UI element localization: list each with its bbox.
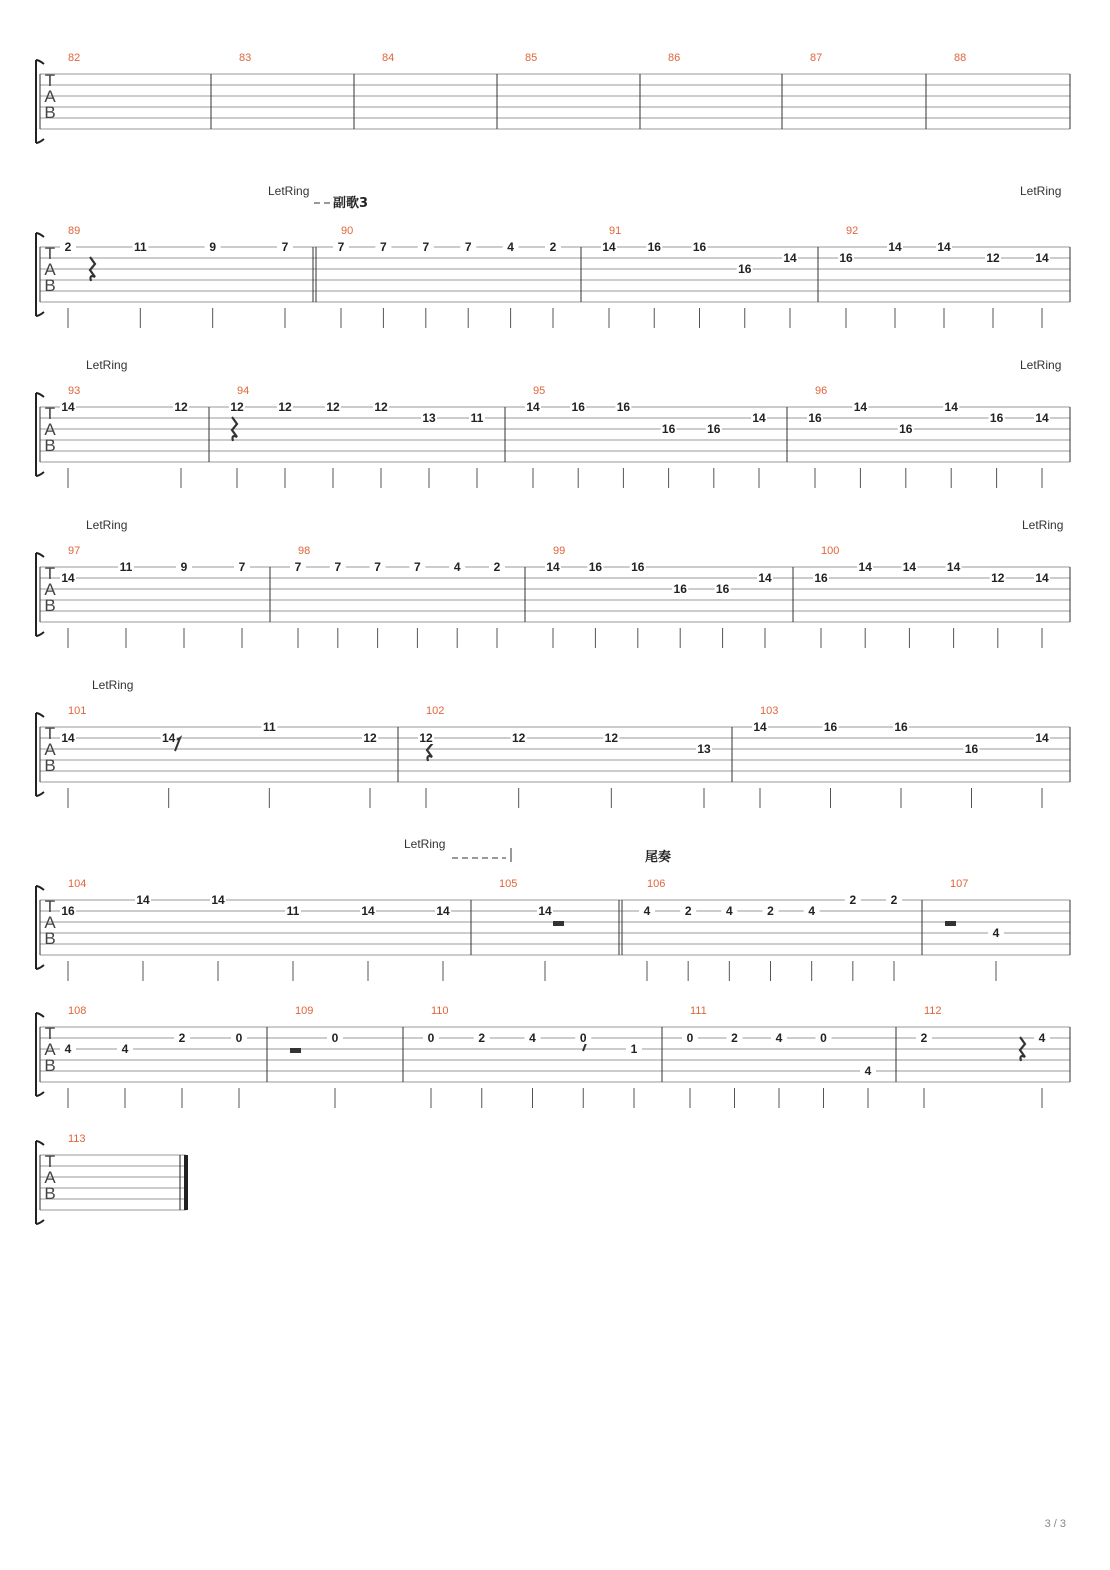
fret-number: 14 bbox=[436, 904, 450, 918]
fret-number: 2 bbox=[890, 893, 898, 907]
fret-number: 4 bbox=[775, 1031, 783, 1045]
fret-number: 16 bbox=[715, 582, 730, 596]
fret-number: 11 bbox=[119, 560, 133, 574]
fret-number: 9 bbox=[209, 240, 217, 254]
tab-clef-letter: T bbox=[44, 897, 56, 916]
measure-number: 106 bbox=[647, 878, 666, 890]
fret-number: 14 bbox=[858, 560, 872, 574]
fret-number: 14 bbox=[136, 893, 150, 907]
fret-number: 16 bbox=[631, 560, 645, 574]
fret-number: 16 bbox=[692, 240, 707, 254]
fret-number: 16 bbox=[839, 251, 853, 265]
fret-number: 7 bbox=[281, 240, 289, 254]
page-number: 3 / 3 bbox=[1044, 1518, 1066, 1530]
fret-number: 16 bbox=[647, 240, 661, 254]
fret-number: 12 bbox=[604, 731, 619, 745]
fret-number: 14 bbox=[752, 411, 766, 425]
fret-number: 16 bbox=[707, 422, 721, 436]
fret-number: 16 bbox=[899, 422, 913, 436]
half-rest bbox=[553, 921, 564, 926]
tab-clef-letter: B bbox=[44, 596, 56, 615]
measure-number: 87 bbox=[810, 52, 823, 64]
measure-number: 86 bbox=[668, 52, 681, 64]
fret-number: 14 bbox=[944, 400, 958, 414]
fret-number: 7 bbox=[238, 560, 246, 574]
let-ring-label: LetRing bbox=[1020, 184, 1062, 198]
fret-number: 14 bbox=[758, 571, 772, 585]
fret-number: 2 bbox=[684, 904, 692, 918]
fret-number: 14 bbox=[161, 731, 176, 745]
fret-number: 12 bbox=[991, 571, 1005, 585]
fret-number: 11 bbox=[262, 720, 276, 734]
tab-clef-letter: A bbox=[44, 420, 56, 439]
fret-number: 16 bbox=[738, 262, 752, 276]
measure-number: 92 bbox=[846, 225, 859, 237]
measure-number: 105 bbox=[499, 878, 518, 890]
fret-number: 9 bbox=[180, 560, 188, 574]
fret-number: 11 bbox=[133, 240, 147, 254]
fret-number: 7 bbox=[414, 560, 421, 574]
fret-number: 16 bbox=[964, 742, 979, 756]
fret-number: 2 bbox=[178, 1031, 186, 1045]
tab-clef-letter: B bbox=[44, 929, 56, 948]
let-ring-label: LetRing bbox=[268, 184, 310, 198]
tab-clef-letter: A bbox=[44, 1168, 56, 1187]
tab-clef-letter: B bbox=[44, 1056, 56, 1075]
measure-number: 112 bbox=[924, 1005, 942, 1017]
fret-number: 7 bbox=[464, 240, 472, 254]
fret-number: 4 bbox=[121, 1042, 129, 1056]
measure-number: 89 bbox=[68, 225, 81, 237]
fret-number: 7 bbox=[337, 240, 345, 254]
tab-clef-letter: T bbox=[44, 404, 56, 423]
fret-number: 7 bbox=[422, 240, 430, 254]
fret-number: 7 bbox=[294, 560, 302, 574]
fret-number: 4 bbox=[643, 904, 651, 918]
fret-number: 4 bbox=[529, 1031, 536, 1045]
section-label: 副歌3 bbox=[333, 196, 369, 211]
fret-number: 14 bbox=[946, 560, 961, 574]
fret-number: 4 bbox=[1038, 1031, 1046, 1045]
half-rest bbox=[945, 921, 956, 926]
fret-number: 16 bbox=[673, 582, 687, 596]
fret-number: 16 bbox=[571, 400, 585, 414]
fret-number: 12 bbox=[278, 400, 292, 414]
measure-number: 98 bbox=[298, 545, 311, 557]
tab-clef-letter: T bbox=[44, 724, 56, 743]
fret-number: 4 bbox=[453, 560, 461, 574]
tab-clef-letter: B bbox=[44, 436, 56, 455]
fret-number: 4 bbox=[808, 904, 816, 918]
measure-number: 90 bbox=[341, 225, 354, 237]
fret-number: 2 bbox=[731, 1031, 738, 1045]
fret-number: 12 bbox=[986, 251, 1000, 265]
tab-clef-letter: B bbox=[44, 1184, 56, 1203]
fret-number: 0 bbox=[235, 1031, 243, 1045]
fret-number: 14 bbox=[61, 400, 75, 414]
fret-number: 14 bbox=[546, 560, 560, 574]
measure-number: 84 bbox=[382, 52, 395, 64]
fret-number: 12 bbox=[374, 400, 388, 414]
tab-clef-letter: T bbox=[44, 1024, 56, 1043]
fret-number: 14 bbox=[1035, 731, 1049, 745]
fret-number: 14 bbox=[602, 240, 616, 254]
measure-number: 102 bbox=[426, 705, 445, 717]
fret-number: 0 bbox=[427, 1031, 435, 1045]
measure-number: 113 bbox=[68, 1133, 86, 1145]
measure-number: 100 bbox=[821, 545, 840, 557]
fret-number: 16 bbox=[823, 720, 838, 734]
tab-clef-letter: B bbox=[44, 103, 56, 122]
measure-number: 83 bbox=[239, 52, 252, 64]
fret-number: 14 bbox=[902, 560, 917, 574]
fret-number: 12 bbox=[511, 731, 526, 745]
fret-number: 4 bbox=[864, 1064, 872, 1078]
measure-number: 82 bbox=[68, 52, 81, 64]
measure-number: 104 bbox=[68, 878, 87, 890]
fret-number: 14 bbox=[61, 571, 75, 585]
fret-number: 12 bbox=[174, 400, 188, 414]
measure-number: 108 bbox=[68, 1005, 87, 1017]
fret-number: 16 bbox=[814, 571, 828, 585]
fret-number: 2 bbox=[478, 1031, 486, 1045]
fret-number: 0 bbox=[820, 1031, 827, 1045]
let-ring-label: LetRing bbox=[1022, 518, 1064, 532]
half-rest bbox=[290, 1048, 301, 1053]
fret-number: 14 bbox=[888, 240, 902, 254]
fret-number: 14 bbox=[538, 904, 552, 918]
fret-number: 7 bbox=[374, 560, 381, 574]
fret-number: 12 bbox=[326, 400, 340, 414]
let-ring-label: LetRing bbox=[86, 518, 128, 532]
tab-clef-letter: A bbox=[44, 740, 56, 759]
tab-clef-letter: T bbox=[44, 1152, 56, 1171]
fret-number: 7 bbox=[380, 240, 387, 254]
fret-number: 16 bbox=[661, 422, 676, 436]
fret-number: 16 bbox=[894, 720, 908, 734]
tab-clef-letter: T bbox=[44, 564, 56, 583]
measure-number: 111 bbox=[690, 1005, 707, 1017]
fret-number: 4 bbox=[64, 1042, 72, 1056]
fret-number: 14 bbox=[753, 720, 767, 734]
fret-number: 11 bbox=[286, 904, 300, 918]
measure-number: 101 bbox=[68, 705, 87, 717]
fret-number: 0 bbox=[579, 1031, 587, 1045]
fret-number: 16 bbox=[588, 560, 603, 574]
tab-clef-letter: B bbox=[44, 756, 56, 775]
fret-number: 14 bbox=[937, 240, 951, 254]
let-ring-label: LetRing bbox=[1020, 358, 1062, 372]
measure-number: 94 bbox=[237, 385, 250, 397]
fret-number: 13 bbox=[697, 742, 711, 756]
fret-number: 11 bbox=[470, 411, 484, 425]
measure-number: 99 bbox=[553, 545, 566, 557]
fret-number: 4 bbox=[992, 926, 1000, 940]
measure-number: 109 bbox=[295, 1005, 314, 1017]
tab-clef-letter: T bbox=[44, 71, 56, 90]
let-ring-label: LetRing bbox=[404, 837, 446, 851]
fret-number: 0 bbox=[331, 1031, 339, 1045]
fret-number: 16 bbox=[61, 904, 75, 918]
fret-number: 14 bbox=[361, 904, 375, 918]
fret-number: 14 bbox=[61, 731, 75, 745]
fret-number: 14 bbox=[1035, 251, 1049, 265]
fret-number: 12 bbox=[419, 731, 433, 745]
measure-number: 88 bbox=[954, 52, 967, 64]
measure-number: 110 bbox=[431, 1005, 449, 1017]
fret-number: 16 bbox=[616, 400, 631, 414]
fret-number: 14 bbox=[1035, 571, 1049, 585]
measure-number: 107 bbox=[950, 878, 969, 890]
fret-number: 2 bbox=[920, 1031, 928, 1045]
measure-number: 97 bbox=[68, 545, 81, 557]
section-label: 尾奏 bbox=[645, 850, 672, 865]
let-ring-label: LetRing bbox=[86, 358, 128, 372]
fret-number: 14 bbox=[853, 400, 868, 414]
fret-number: 14 bbox=[783, 251, 797, 265]
fret-number: 13 bbox=[422, 411, 436, 425]
measure-number: 96 bbox=[815, 385, 828, 397]
fret-number: 4 bbox=[507, 240, 514, 254]
tab-clef-letter: A bbox=[44, 580, 56, 599]
measure-number: 85 bbox=[525, 52, 538, 64]
fret-number: 16 bbox=[989, 411, 1004, 425]
measure-number: 95 bbox=[533, 385, 546, 397]
measure-number: 93 bbox=[68, 385, 81, 397]
fret-number: 2 bbox=[767, 904, 774, 918]
fret-number: 14 bbox=[1035, 411, 1049, 425]
fret-number: 12 bbox=[230, 400, 244, 414]
fret-number: 7 bbox=[334, 560, 342, 574]
tab-clef-letter: T bbox=[44, 244, 56, 263]
fret-number: 0 bbox=[686, 1031, 694, 1045]
fret-number: 2 bbox=[549, 240, 557, 254]
fret-number: 12 bbox=[363, 731, 377, 745]
tab-clef-letter: B bbox=[44, 276, 56, 295]
measure-number: 91 bbox=[609, 225, 622, 237]
fret-number: 1 bbox=[630, 1042, 638, 1056]
fret-number: 2 bbox=[493, 560, 501, 574]
fret-number: 2 bbox=[64, 240, 72, 254]
fret-number: 4 bbox=[725, 904, 733, 918]
fret-number: 16 bbox=[808, 411, 822, 425]
let-ring-label: LetRing bbox=[92, 678, 134, 692]
tab-clef-letter: A bbox=[44, 1040, 56, 1059]
tab-clef-letter: A bbox=[44, 260, 56, 279]
tab-clef-letter: A bbox=[44, 87, 56, 106]
fret-number: 2 bbox=[849, 893, 857, 907]
tab-clef-letter: A bbox=[44, 913, 56, 932]
measure-number: 103 bbox=[760, 705, 779, 717]
fret-number: 14 bbox=[526, 400, 540, 414]
fret-number: 14 bbox=[211, 893, 225, 907]
